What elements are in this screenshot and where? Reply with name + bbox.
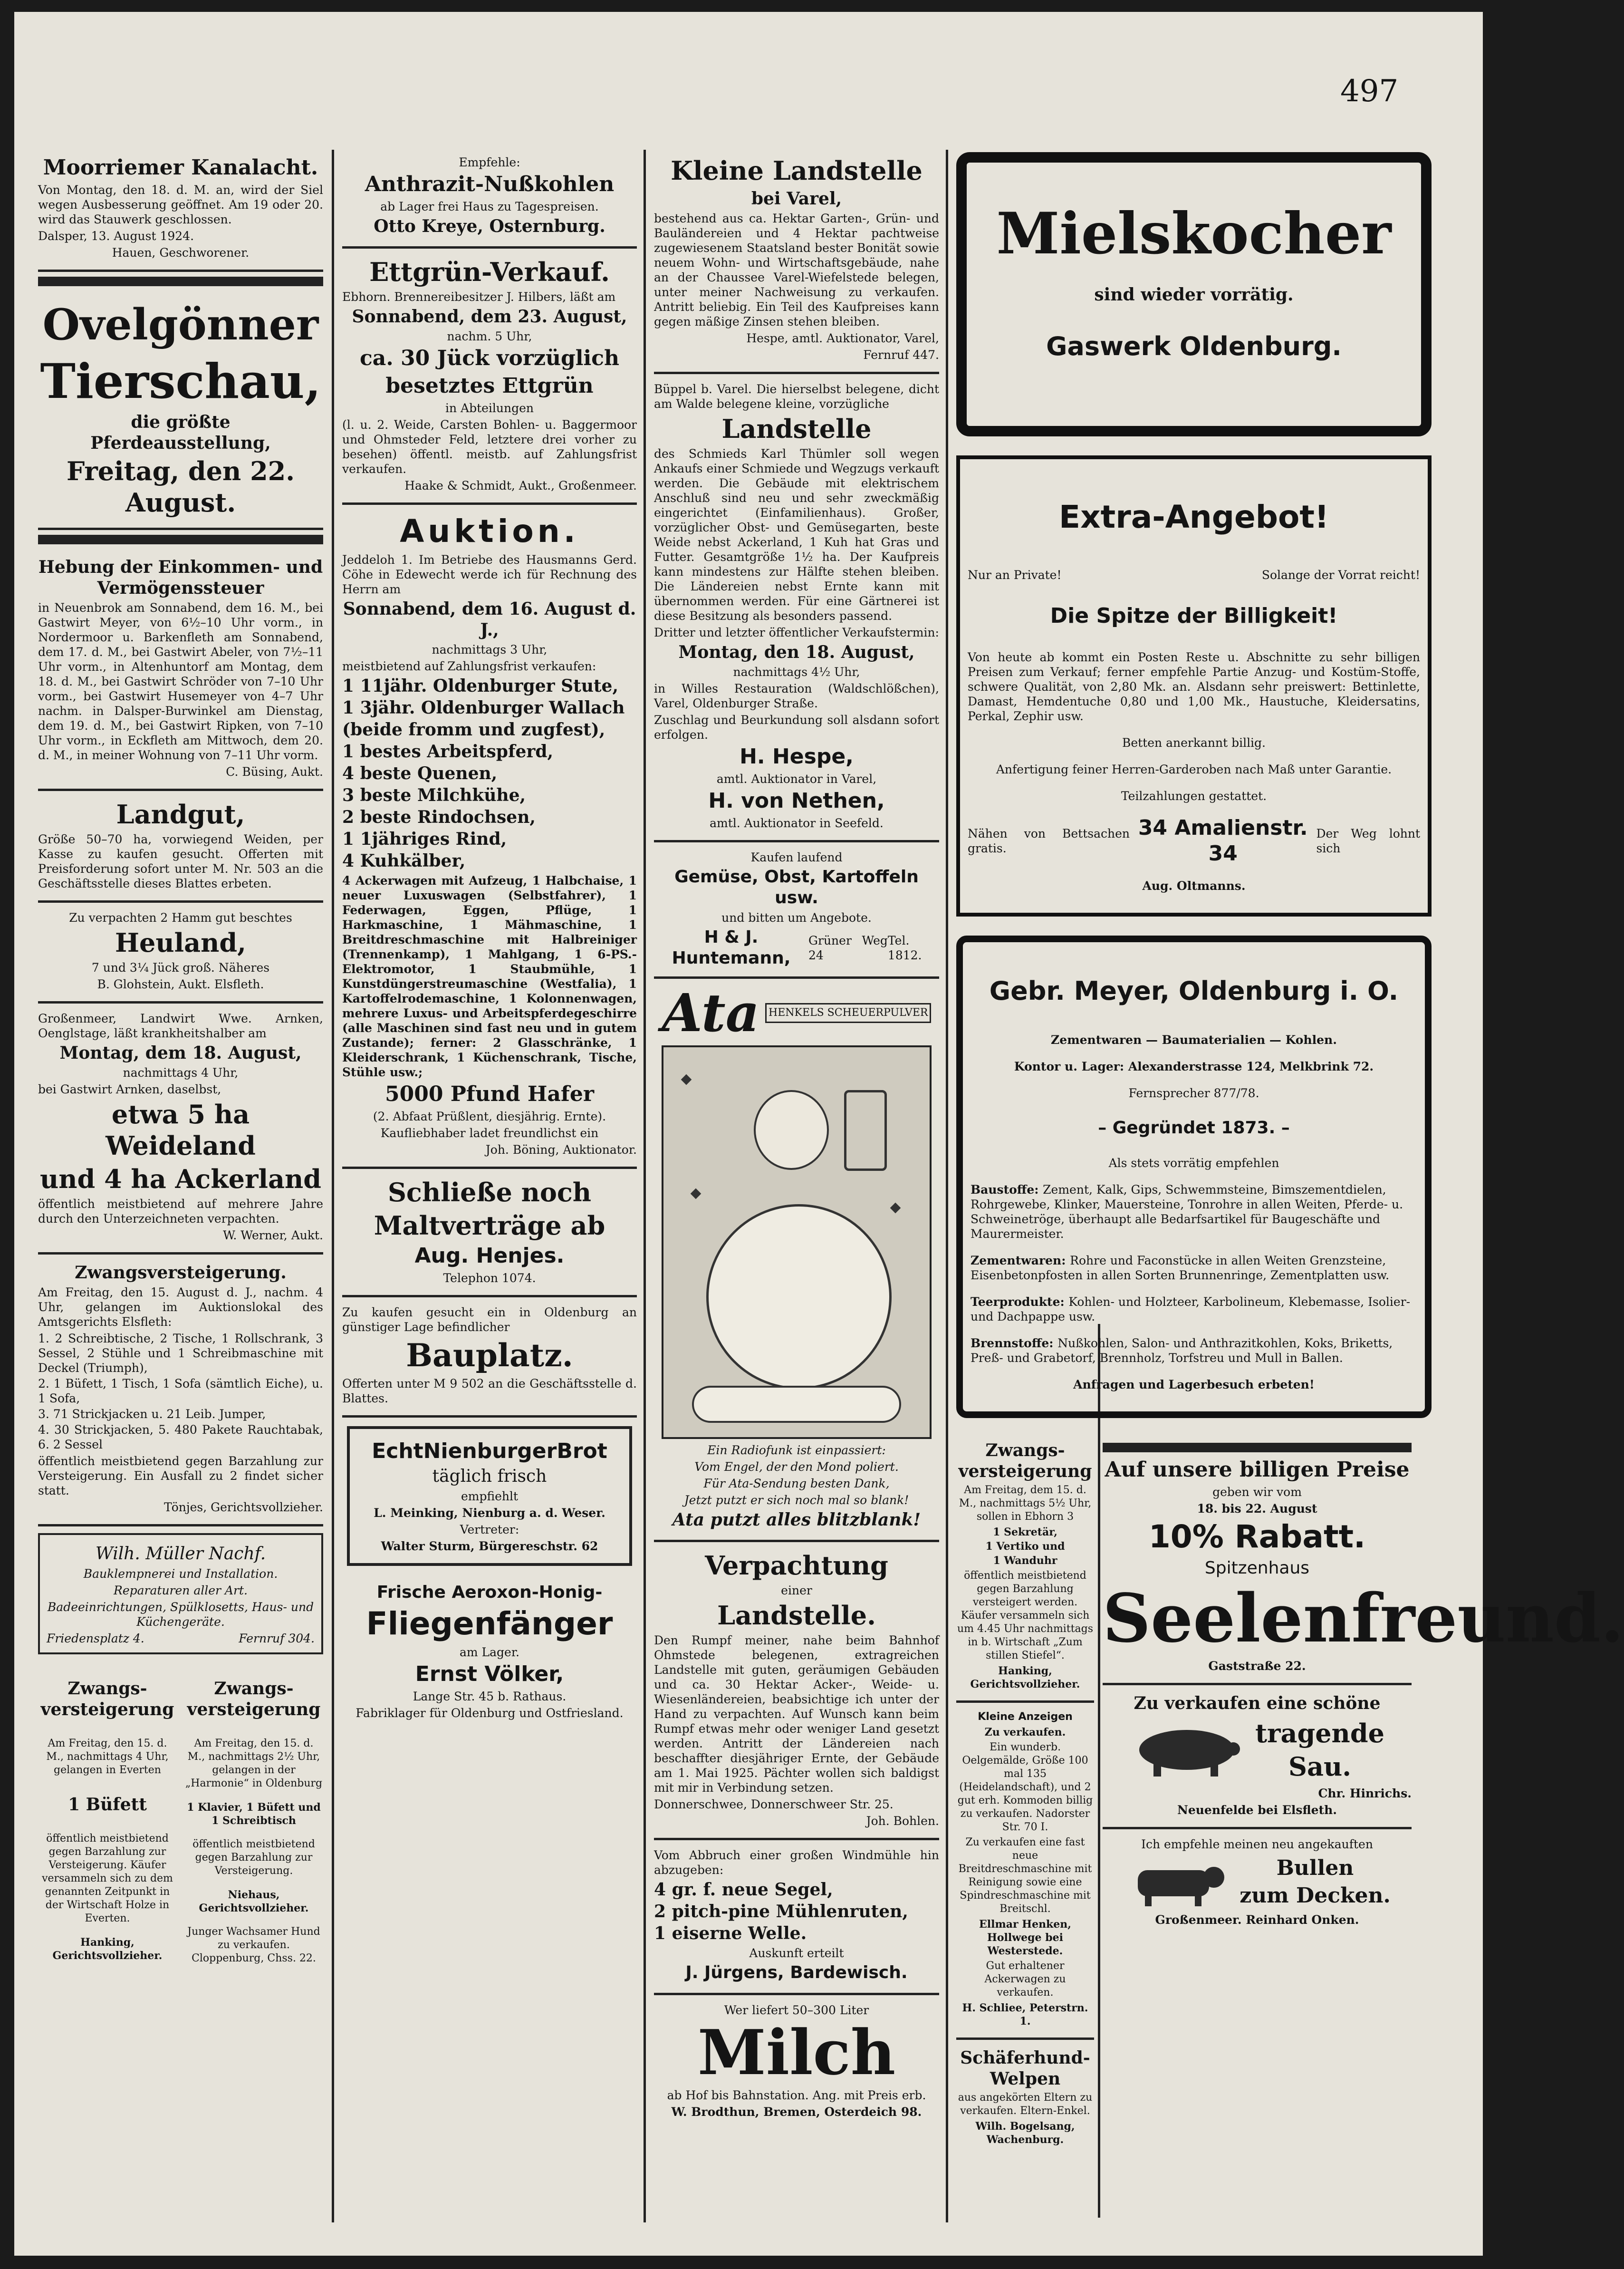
star-icon xyxy=(691,1188,701,1199)
body-text: geben wir vom xyxy=(1212,1485,1302,1499)
date-text: 18. bis 22. August xyxy=(1197,1502,1317,1516)
lower-row xyxy=(956,1432,1624,2156)
cloud-icon xyxy=(692,1386,901,1423)
signature: Hespe, amtl. Auktionator, Varel, xyxy=(746,331,939,345)
ad-weideland xyxy=(38,1004,323,1255)
divider xyxy=(38,535,323,544)
signature: W. Werner, Aukt. xyxy=(223,1228,323,1242)
ad-windmuehle xyxy=(654,1840,939,1995)
list-item: 1 11jähr. Oldenburger Stute, xyxy=(342,676,618,696)
divider xyxy=(38,277,323,286)
headline: Landstelle xyxy=(721,414,872,444)
list-item: 1 Sekretär, xyxy=(993,1526,1057,1538)
headline: Zwangsversteigerung. xyxy=(75,1263,287,1283)
subheadline: sind wieder vorrätig. xyxy=(1094,285,1294,305)
lower-right xyxy=(1103,1432,1624,2156)
column-4 xyxy=(956,147,1624,2156)
headline: Hebung der Einkommen- und Vermögenssteuer xyxy=(38,557,323,598)
ad-heuland xyxy=(38,903,323,1004)
signature-title: amtl. Auktionator in Seefeld. xyxy=(710,816,884,830)
body-text: aus angekörten Eltern zu verkaufen. Eltern-Enkel. xyxy=(958,2092,1093,2117)
ata-caption: Für Ata-Sendung besten Dank, xyxy=(703,1477,890,1490)
note-text: Nur an Private! xyxy=(968,568,1062,582)
body-text: öffentlich meistbietend gegen Barzahlung zur Versteigerung. xyxy=(192,1838,315,1877)
subheadline: Zementwaren — Baumaterialien — Kohlen. xyxy=(1051,1033,1337,1047)
lower-left xyxy=(956,1432,1094,2156)
headline: 5000 Pfund Hafer xyxy=(384,1082,595,1106)
signature: Walter Sturm, Bürgereschstr. 62 xyxy=(381,1539,598,1553)
list-item: 1 3jähr. Oldenburger Wallach xyxy=(342,698,625,718)
signature: H. Hespe, xyxy=(740,744,854,769)
product-category: Zementwaren: xyxy=(971,1254,1070,1267)
headline: Bullen xyxy=(1276,1856,1354,1880)
page-number: 497 xyxy=(1340,74,1399,109)
product-category: Baustoffe: xyxy=(971,1183,1043,1197)
headline: Sau. xyxy=(1288,1751,1352,1782)
phone-text: Fernruf 447. xyxy=(863,348,939,362)
body-text: Bauklempnerei und Installation. xyxy=(83,1567,278,1581)
product-description: Nußkohlen, Salon- und Anthrazitkohlen, Koks, Briketts, Preß- und Grabetorf, Brennholz, Torfstreu und Mull in Ballen. xyxy=(971,1336,1393,1365)
column-1 xyxy=(38,147,323,1976)
body-text: in Neuenbrok am Sonnabend, dem 16. M., bei Gastwirt Meyer, von 6½–10 Uhr vorm., in Nordermoor u. Barkenfleth am Sonnabend, dem 17. d. M., bei Gastwirt Abeler, von 7½–11 Uhr vorm., in Altenhuntorf am Montag, dem 18. d. M., bei Gastwirt Schröder von 7–10 Uhr vorm., bei Gastwirt Husemeyer von 4–7 Uhr nachm. in Dalsper-Burwinkel am Dienstag, dem 19. d. M., bei Gastwirt Ripken, von 7–10 Uhr vorm., in Eckfleth am Mittwoch, dem 20. d. M., in meiner Wohnung von 7–11 Uhr vorm. xyxy=(38,601,323,762)
pig-icon xyxy=(1130,1721,1244,1778)
item-list xyxy=(342,676,637,871)
company-name: Ernst Völker, xyxy=(415,1662,564,1686)
place-text: bei Gastwirt Arnken, daselbst, xyxy=(38,1082,221,1096)
body-text: Von heute ab kommt ein Posten Reste u. Abschnitte zu sehr billigen Preisen zum Verkauf; ferner empfehle Partie Anzug- und Kostüm-Stoffe, schwere Qualität, von 2,80 Mk. an. Alsdann sehr preiswert: Bettinlette, Damast, Hemdentuche 0,80 und 1,00 Mk., Haustuche, Kleidersatins, Perkal, Zephir usw. xyxy=(968,650,1420,723)
intro-text: Wer liefert 50–300 Liter xyxy=(724,2003,869,2017)
intro-text: Büppel b. Varel. Die hierselbst belegene, dicht am Walde belegene kleine, vorzügliche xyxy=(654,382,939,411)
signature: Ellmar Henken, Hollwege bei Westerstede. xyxy=(979,1918,1071,1957)
signature: Joh. Bohlen. xyxy=(866,1814,939,1828)
list-item: 1 Vertiko und xyxy=(985,1540,1065,1553)
column-rule xyxy=(332,150,334,2222)
list-item: 1 bestes Arbeitspferd, xyxy=(342,742,554,762)
ad-huntemann xyxy=(654,842,939,979)
closing-text: Anfragen und Lagerbesuch erbeten! xyxy=(1073,1378,1315,1391)
headline: Auktion. xyxy=(400,513,579,550)
headline: Tierschau, xyxy=(40,353,321,409)
list-item: 1. 2 Schreibtische, 2 Tische, 1 Rollschrank, 3 Sessel, 2 Stühle und 1 Schreibmaschine mit Deckel (Triumph), xyxy=(38,1332,323,1375)
place-text: Neuenfelde bei Elsfleth. xyxy=(1177,1803,1337,1817)
body-text: Gut erhaltener Ackerwagen zu verkaufen. xyxy=(984,1960,1066,1999)
bull-icon xyxy=(1124,1856,1228,1908)
address-text: 34 Amalienstr. 34 xyxy=(1138,816,1308,866)
headline: Gemüse, Obst, Kartoffeln usw. xyxy=(674,867,919,908)
headline: Zu verkaufen eine schöne xyxy=(1134,1693,1381,1713)
section-title: Kleine Anzeigen xyxy=(978,1711,1073,1723)
body-text: Kaufliebhaber ladet freundlichst ein xyxy=(380,1126,599,1140)
date-text: Dalsper, 13. August 1924. xyxy=(38,229,194,243)
body-text: Ein wunderb. Oelgemälde, Größe 100 mal 135 (Heidelandschaft), und 2 gut erh. Kommoden billig zu verkaufen. Nadorster Str. 70 I. xyxy=(957,1741,1093,1833)
star-icon xyxy=(890,1203,901,1214)
divider xyxy=(1103,1443,1412,1452)
date-text: Sonnabend, dem 16. August d. J., xyxy=(343,599,636,640)
body-text: öffentlich meistbietend gegen Barzahlung versteigert werden. Käufer versammeln sich um 4.45 Uhr nachmittags in b. Wirtschaft „Zum stillen Stiefel“. xyxy=(957,1570,1094,1661)
list-item: 3 beste Milchkühe, xyxy=(342,785,526,805)
headline: Extra-Angebot! xyxy=(1059,499,1329,535)
subheadline: täglich frisch xyxy=(432,1467,547,1486)
body-text: ab Lager frei Haus zu Tagespreisen. xyxy=(380,200,599,213)
moon-icon xyxy=(706,1204,892,1390)
body-text: ab Hof bis Bahnstation. Ang. mit Preis erb. xyxy=(667,2088,926,2102)
intro-text: Kaufen laufend xyxy=(750,850,843,864)
column-rule xyxy=(946,150,948,2222)
body-text: öffentlich meistbietend gegen Barzahlung zur Versteigerung. Käufer versammeln sich zu dem genannten Zeitpunkt in der Wirtschaft Holze in Everten. xyxy=(42,1833,173,1924)
signature: H. von Nethen, xyxy=(708,789,885,813)
signature: W. Brodthun, Bremen, Osterdeich 98. xyxy=(671,2105,922,2119)
ad-mielskocher xyxy=(956,152,1432,436)
phone-text: Fernsprecher 877/78. xyxy=(1128,1086,1259,1100)
ata-caption: Ein Radiofunk ist einpassiert: xyxy=(707,1443,886,1457)
body-text: Als stets vorrätig empfehlen xyxy=(1108,1156,1279,1170)
body-text: (2. Abfaat Prüßlent, diesjährig. Ernte). xyxy=(373,1110,606,1123)
ad-henjes xyxy=(342,1169,637,1297)
column-2 xyxy=(342,147,637,1730)
ad-zwangsversteigerung xyxy=(38,1255,323,1526)
place-text: in Willes Restauration (Waldschlößchen), Varel, Oldenburger Straße. xyxy=(654,682,939,710)
ad-kleine-landstelle xyxy=(654,147,939,374)
list-item: 4 beste Quenen, xyxy=(342,763,498,783)
body-text: Größe 50–70 ha, vorwiegend Weiden, per Kasse zu kaufen gesucht. Offerten mit Preisforderung sofort unter M. Nr. 503 an die Geschäftsstelle dieses Blattes erbeten. xyxy=(38,832,323,890)
note-text: Nähen von Bettsachen gratis. xyxy=(968,827,1130,855)
headline: Auf unsere billigen Preise xyxy=(1105,1458,1410,1482)
list-item: 4. 30 Strickjacken, 5. 480 Pakete Rauchtabak, 6. 2 Sessel xyxy=(38,1423,323,1451)
headline: Landstelle. xyxy=(717,1600,876,1631)
signature: J. Jürgens, Bardewisch. xyxy=(685,1963,908,1982)
subheadline: Spitzenhaus xyxy=(1204,1558,1310,1578)
body-text: Zu verkaufen eine fast neue Breitdreschmaschine mit Reinigung sowie eine Spindreschmaschine mit Breitschl. xyxy=(958,1836,1092,1915)
intro-text: Zu kaufen gesucht ein in Oldenburg an günstiger Lage befindlicher xyxy=(342,1305,637,1334)
list-item: 2 beste Rindochsen, xyxy=(342,807,536,827)
address-text: Kontor u. Lager: Alexanderstrasse 124, Melkbrink 72. xyxy=(1014,1060,1374,1073)
ad-fliegenfaenger xyxy=(342,1574,637,1730)
headline: Ovelgönner xyxy=(42,299,319,350)
signature: Großenmeer. Reinhard Onken. xyxy=(1155,1913,1359,1927)
ata-logo: Ata xyxy=(662,982,760,1043)
signature: Hanking, Gerichtsvollzieher. xyxy=(52,1936,163,1962)
item-text: 1 Büfett xyxy=(68,1795,147,1815)
founded-text: – Gegründet 1873. – xyxy=(1098,1118,1290,1138)
ad-nienburger-brot xyxy=(347,1426,632,1566)
headline: Schließe noch xyxy=(387,1177,592,1207)
signature: Niehaus, Gerichtsvollzieher. xyxy=(199,1889,309,1914)
body-text: am Lager. xyxy=(459,1645,519,1659)
item-list xyxy=(956,1526,1094,1567)
phone-text: Telephon 1074. xyxy=(443,1271,536,1285)
body-text: und bitten um Angebote. xyxy=(721,911,872,925)
body-text: Von Montag, den 18. d. M. an, wird der Siel wegen Ausbesserung geöffnet. Am 19 oder 20. wird das Stauwerk geschlossen. xyxy=(38,183,323,226)
body-text: Am Freitag, dem 15. d. M., nachmittags 5½ Uhr, sollen in Ebhorn 3 xyxy=(959,1484,1092,1523)
column-3 xyxy=(654,147,939,2129)
time-text: nachmittags 4 Uhr, xyxy=(123,1066,239,1080)
body-text: Badeeinrichtungen, Spülklosetts, Haus- und Küchengeräte. xyxy=(47,1600,314,1629)
intro-text: Vom Abbruch einer großen Windmühle hin abzugeben: xyxy=(654,1848,939,1877)
headline: ca. 30 Jück vorzüglich xyxy=(360,346,619,370)
list-item: 3. 71 Strickjacken u. 21 Leib. Jumper, xyxy=(38,1407,266,1421)
ad-seelenfreund xyxy=(1103,1432,1624,1685)
signature: Wilh. Bogelsang, Wachenburg. xyxy=(975,2120,1075,2146)
item-text: 1 Klavier, 1 Büfett und 1 Schreibtisch xyxy=(187,1801,321,1827)
column-rule xyxy=(644,150,646,2222)
signature: Tönjes, Gerichtsvollzieher. xyxy=(164,1500,323,1514)
body-text: Dritter und letzter öffentlicher Verkaufstermin: xyxy=(654,626,939,639)
ad-bauplatz xyxy=(342,1297,637,1418)
signature-title: amtl. Auktionator in Varel, xyxy=(716,772,877,786)
body-text: Auskunft erteilt xyxy=(749,1946,844,1960)
note-text: Solange der Vorrat reicht! xyxy=(1261,568,1420,582)
body-text: meistbietend auf Zahlungsfrist verkaufen: xyxy=(342,659,596,673)
body-text: Großenmeer, Landwirt Wwe. Arnken, Oenglstage, läßt krankheitshalber am xyxy=(38,1012,323,1040)
ad-zv xyxy=(956,1432,1094,1703)
ad-auktion xyxy=(342,505,637,1169)
body-text: Reparaturen aller Art. xyxy=(114,1583,248,1597)
ad-ata xyxy=(654,979,939,1542)
body-text: empfiehlt xyxy=(461,1489,519,1503)
body-text: Den Rumpf meiner, nahe beim Bahnhof Ohmstede belegenen, extragreichen Landstelle mit guten, geräumigen Gebäuden und ca. 30 Hektar Acker-, Weide- u. Wiesenländereien, beabsichtige ich unter der Hand zu verpachten. Auf Wunsch kann beim Rumpf etwas mehr oder weniger Land gesetzt werden. Antritt der Ländereien nach beschaffter diesjähriger Ernte, der Gebäude am 1. Mai 1925. Pächter wollen sich baldigst mit mir in Verbindung setzen. xyxy=(654,1633,939,1795)
time-text: nachmittags 3 Uhr, xyxy=(432,643,548,657)
headline: Zwangs-versteigerung xyxy=(40,1679,174,1719)
list-item: 2. 1 Büfett, 1 Tisch, 1 Sofa (sämtlich Eiche), u. 1 Sofa, xyxy=(38,1377,323,1405)
body-text: Am Freitag, den 15. August d. J., nachm. 4 Uhr, gelangen im Auktionslokal des Amtsgerichts Elsfleth: xyxy=(38,1285,323,1329)
signature: Aug. Henjes. xyxy=(414,1244,565,1268)
body-text: (l. u. 2. Weide, Carsten Bohlen- u. Baggermoor und Ohmsteder Feld, letztere drei vorher zu besehen) öffentl. meistb. auf Zahlungsfrist verkaufen. xyxy=(342,418,637,476)
star-icon xyxy=(681,1074,692,1085)
subheadline: einer xyxy=(781,1583,812,1597)
body-text: Betten anerkannt billig. xyxy=(1122,736,1266,750)
date-text: Freitag, den 22. August. xyxy=(66,456,295,518)
list-item: 1 1jähriges Rind, xyxy=(342,829,507,849)
ad-ovelgoenne xyxy=(38,291,323,530)
body-text: Junger Wachsamer Hund zu verkaufen. Cloppenburg, Chss. 22. xyxy=(187,1926,320,1964)
zv-pair xyxy=(38,1661,323,1976)
product-row xyxy=(971,1182,1417,1241)
headline: Milch xyxy=(697,2016,896,2089)
headline: zum Decken. xyxy=(1240,1883,1391,1908)
ad-anthrazit xyxy=(342,147,637,249)
headline: Schäferhund-Welpen xyxy=(960,2048,1090,2089)
time-text: nachmittags 4½ Uhr, xyxy=(733,665,860,679)
ata-caption: Jetzt putzt er sich noch mal so blank! xyxy=(684,1493,909,1507)
angel-icon xyxy=(754,1090,829,1170)
date-text: Montag, dem 18. August, xyxy=(59,1043,302,1063)
headline: Zu verkaufen. xyxy=(984,1726,1066,1738)
body-text: Offerten unter M 9 502 an die Geschäftsstelle d. Blattes. xyxy=(342,1377,637,1405)
body-text: 7 und 3¼ Jück groß. Näheres xyxy=(91,961,270,975)
body-text: Fabriklager für Oldenburg und Ostfriesland. xyxy=(356,1706,624,1720)
headline: Kleine Landstelle xyxy=(671,155,923,186)
ad-verpachtung xyxy=(654,1542,939,1840)
ad-kleine-anzeigen xyxy=(956,1703,1094,2040)
body-text: Am Freitag, den 15. d. M., nachmittags 2½ Uhr, gelangen in der „Harmonie“ in Oldenburg xyxy=(185,1738,323,1789)
headline: Landgut, xyxy=(116,799,245,830)
ad-schaeferhund xyxy=(956,2040,1094,2156)
subheadline: die größte Pferdeausstellung, xyxy=(90,412,271,453)
angel-moon-illustration xyxy=(662,1045,932,1439)
signature: Aug. Oltmanns. xyxy=(1142,879,1246,893)
headline: besetztes Ettgrün xyxy=(385,374,594,398)
body-text: Teilzahlungen gestattet. xyxy=(1121,789,1267,803)
product-description: Rohre und Faconstücke in allen Weiten Grenzsteine, Eisenbetonpfosten in allen Sorten Brunnenringe, Zementplatten usw. xyxy=(971,1254,1390,1282)
headline: tragende xyxy=(1255,1718,1384,1748)
list-item: 1 Wanduhr xyxy=(993,1555,1057,1567)
ad-landgut xyxy=(38,791,323,903)
product-category: Teerprodukte: xyxy=(971,1295,1069,1309)
body-text: Anfertigung feiner Herren-Garderoben nach Maß unter Garantie. xyxy=(996,763,1392,776)
headline: Verpachtung xyxy=(705,1550,888,1581)
ad-moorriemer xyxy=(38,147,323,272)
product-description: Kohlen- und Holzteer, Karbolineum, Klebemasse, Isolier- und Dachpappe usw. xyxy=(971,1295,1411,1323)
discount-text: 10% Rabatt. xyxy=(1148,1518,1366,1555)
subheadline: bei Varel, xyxy=(751,189,842,209)
body-text: öffentlich meistbietend gegen Barzahlung zur Versteigerung. Ein Ausfall zu 2 findet sicher statt. xyxy=(38,1454,323,1497)
ad-bullen xyxy=(1103,1829,1412,1937)
item-list xyxy=(654,1879,939,1944)
headline: Maltverträge ab xyxy=(374,1210,605,1241)
body-text: Ebhorn. Brennereibesitzer J. Hilbers, läßt am xyxy=(342,290,616,304)
ad-zv-b xyxy=(184,1661,323,1976)
body-text: Jeddeloh 1. Im Betriebe des Hausmanns Gerd. Cöhe in Edewecht werde ich für Rechnung des Herrn am xyxy=(342,553,637,596)
headline: Moorriemer Kanalacht. xyxy=(43,155,318,180)
signature: Hauen, Geschworener. xyxy=(112,246,250,260)
ad-zv-a xyxy=(38,1661,177,1976)
headline: Gebr. Meyer, Oldenburg i. O. xyxy=(989,976,1399,1006)
body-text: 4 Ackerwagen mit Aufzeug, 1 Halbchaise, 1 neuer Luxuswagen (Selbstfahrer), 1 Federwagen, Eggen, Pflüge, 1 Harkmaschine, 1 Mähmaschine, 1 Breitdreschmaschine mit Halbreiniger (Trennenkamp), 1 Mahlgang, 1 6-PS.-Elektromotor, 1 Staubmühle, 1 Kunstdüngerstreumaschine (Westfalia), 1 Kartoffelrodemaschine, 1 Kolonnenwagen, mehrere Luxus- und Arbeitspferdegeschirre (alle Maschinen sind fast neu und in gutem Zustande); ferner: 2 Glasschränke, 1 Kleiderschrank, 1 Küchenschrank, Tische, Stühle usw.; xyxy=(342,874,637,1079)
phone-text: Fernruf 304. xyxy=(239,1632,315,1645)
body-text: Vertreter: xyxy=(460,1523,519,1536)
list-item: 4 gr. f. neue Segel, xyxy=(654,1880,833,1900)
company-name: Gaswerk Oldenburg. xyxy=(1046,331,1342,361)
newspaper-page xyxy=(14,12,1624,2256)
headline: Bauplatz. xyxy=(406,1337,573,1374)
address-text: Grüner Weg 24 xyxy=(808,934,888,962)
headline: Heuland, xyxy=(115,927,246,958)
signature: Joh. Böning, Auktionator. xyxy=(485,1143,637,1157)
ad-sau xyxy=(1103,1685,1412,1829)
signature: Haake & Schmidt, Aukt., Großenmeer. xyxy=(404,479,637,492)
ad-extra-angebot xyxy=(956,455,1432,917)
signature: B. Glohstein, Aukt. Elsfleth. xyxy=(97,977,264,991)
company-name: Seelenfreund. xyxy=(1103,1580,1624,1658)
item-list xyxy=(38,1331,323,1452)
ad-ettgruen xyxy=(342,249,637,505)
headline: und 4 ha Ackerland xyxy=(39,1164,322,1194)
headline: Zwangs-versteigerung xyxy=(187,1679,321,1719)
signature: Hanking, Gerichtsvollzieher. xyxy=(970,1665,1080,1690)
address-text: Friedensplatz 4. xyxy=(47,1632,144,1645)
signature: Chr. Hinrichs. xyxy=(1318,1786,1412,1800)
headline: Die Spitze der Billigkeit! xyxy=(1050,604,1338,628)
radio-horn-icon xyxy=(844,1090,887,1171)
address-text: Lange Str. 45 b. Rathaus. xyxy=(413,1690,567,1703)
signature: H. Schliee, Peterstrn. 1. xyxy=(962,2002,1088,2028)
product-row xyxy=(971,1253,1417,1283)
list-item: 2 pitch-pine Mühlenruten, xyxy=(654,1902,908,1921)
headline: Zwangs-versteigerung xyxy=(958,1440,1092,1481)
ata-slogan: Ata putzt alles blitzblank! xyxy=(672,1510,921,1530)
company-name: H & J. Huntemann, xyxy=(672,927,791,968)
ad-milch xyxy=(654,1995,939,2129)
product-description: Zement, Kalk, Gips, Schwemmsteine, Bimszementdielen, Rohrgewebe, Klinker, Mauersteine, Tonrohre in allen Weiten, Pferde- u. Schweinetröge, überhaupt alle Bedarfsartikel für Baugeschäfte und Maurermeister. xyxy=(971,1183,1403,1241)
list-item: 1 eiserne Welle. xyxy=(654,1923,807,1943)
product-row xyxy=(971,1336,1417,1365)
product-row xyxy=(971,1294,1417,1324)
ad-mueller xyxy=(38,1533,323,1654)
intro-text: Ich empfehle meinen neu angekauften xyxy=(1141,1837,1373,1851)
company-name: L. Meinking, Nienburg a. d. Weser. xyxy=(374,1506,605,1520)
product-list xyxy=(971,1182,1417,1365)
headline: Ettgrün-Verkauf. xyxy=(369,257,610,287)
body-text: des Schmieds Karl Thümler soll wegen Ankaufs einer Schmiede und Wegzugs verkauft werden. Die Gebäude mit elektrischem Anschluß sind neu und sehr zweckmäßig eingerichtet (Einfamilienhaus). Großer, vorzüglicher Obst- und Gemüsegarten, beste Weide nebst Ackerland, 1 Kuh hat Gras und Futter. Gesamtgröße 1½ ha. Der Kaufpreis kann mindestens zur Hälfte stehen bleiben. Die Ländereien nebst Ernte kann mit übernommen werden. Für eine Gärtnerei ist diese Besitzung als besonders passend. xyxy=(654,447,939,623)
signature: C. Büsing, Aukt. xyxy=(226,765,323,779)
note-text: Der Weg lohnt sich xyxy=(1316,827,1420,855)
product-category: Brennstoffe: xyxy=(971,1336,1058,1350)
date-text: Montag, den 18. August, xyxy=(678,642,915,662)
intro-text: Empfehle: xyxy=(459,155,520,169)
headline: Fliegenfänger xyxy=(366,1605,613,1642)
headline: Mielskocher xyxy=(996,200,1392,267)
ad-gebr-meyer xyxy=(956,936,1432,1418)
ata-caption: Vom Engel, der den Mond poliert. xyxy=(694,1460,899,1474)
body-text: bestehend aus ca. Hektar Garten-, Grün- und Bauländereien und 4 Hektar pachtweise zugewiesenem Staatsland bester Bonität sowie neuem Wohn- und Wirtschaftsgebäude, nahe an der Chaussee Varel-Wiefelstede belegen, unter meiner Nachweisung zu verkaufen. Antritt beliebig. Ein Teil des Kaufpreises kann gegen mäßige Zinsen stehen bleiben. xyxy=(654,212,939,328)
ad-landstelle xyxy=(654,374,939,842)
body-text: öffentlich meistbietend auf mehrere Jahre durch den Unterzeichneten verpachten. xyxy=(38,1197,323,1226)
place-text: Donnerschwee, Donnerschweer Str. 25. xyxy=(654,1797,894,1811)
subheadline: in Abteilungen xyxy=(445,401,534,415)
intro-text: Zu verpachten 2 Hamm gut beschtes xyxy=(69,911,292,925)
headline: EchtNienburgerBrot xyxy=(372,1439,607,1463)
body-text: Zuschlag und Beurkundung soll alsdann sofort erfolgen. xyxy=(654,713,939,742)
body-text: Am Freitag, den 15. d. M., nachmittags 4 Uhr, gelangen in Everten xyxy=(46,1738,169,1776)
headline: etwa 5 ha Weideland xyxy=(106,1099,256,1161)
list-item: (beide fromm und zugfest), xyxy=(342,720,605,740)
date-text: Sonnabend, dem 23. August, xyxy=(352,307,627,327)
address-text: Gaststraße 22. xyxy=(1208,1659,1306,1673)
phone-text: Tel. 1812. xyxy=(887,934,922,962)
time-text: nachm. 5 Uhr, xyxy=(447,329,532,343)
headline: Wilh. Müller Nachf. xyxy=(95,1544,266,1564)
ad-hebung xyxy=(38,549,323,791)
headline: Frische Aeroxon-Honig- xyxy=(376,1583,603,1602)
headline: Anthrazit-Nußkohlen xyxy=(365,172,615,196)
signature: Otto Kreye, Osternburg. xyxy=(374,216,605,236)
ata-brand: HENKELS SCHEUERPULVER xyxy=(765,1003,931,1023)
list-item: 4 Kuhkälber, xyxy=(342,851,466,871)
